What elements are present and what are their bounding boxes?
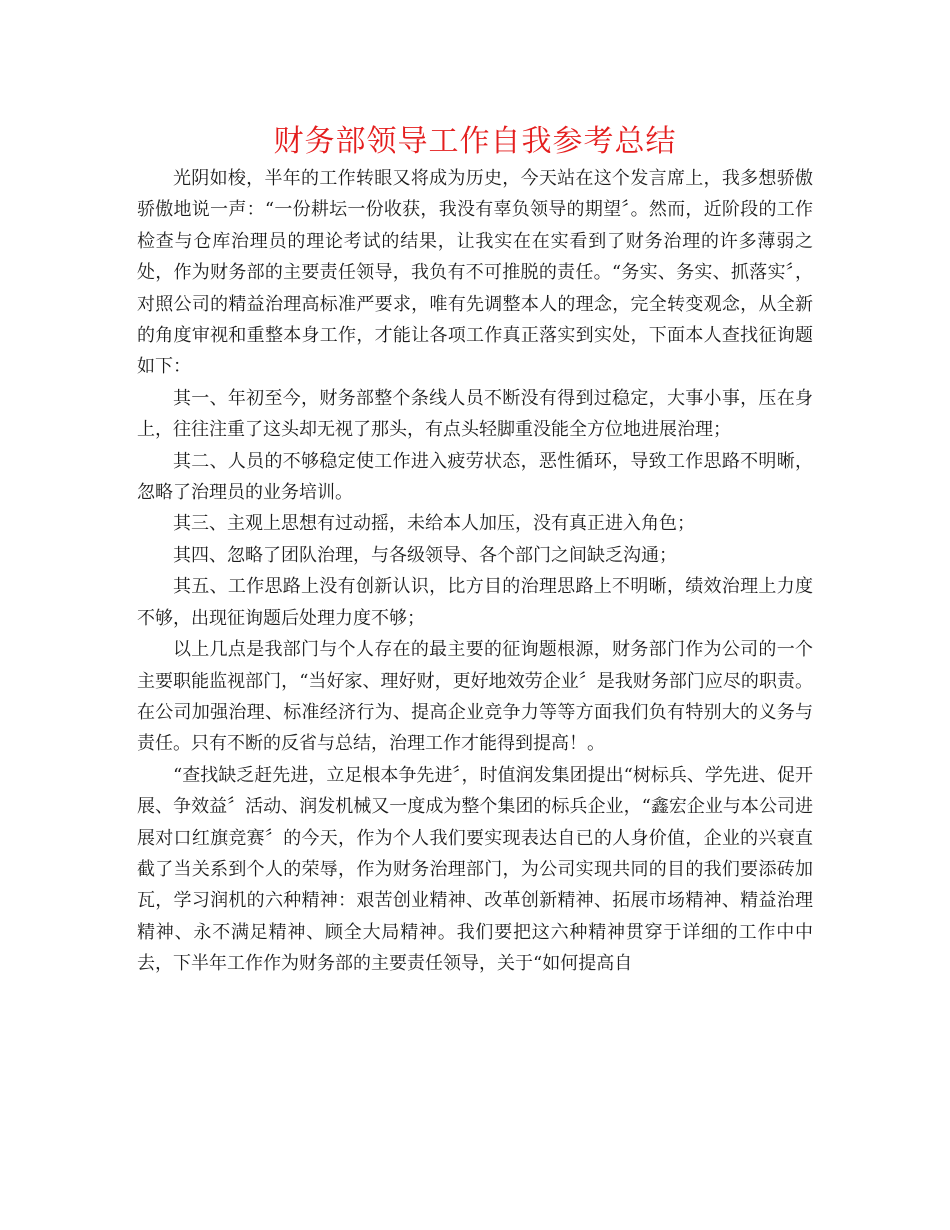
paragraph-outlook: “查找缺乏赶先进，立足根本争先进〞，时值润发集团提出“树标兵、学先进、促开展、争效益〞活动、润发机械又一度成为整个集团的标兵企业，“鑫宏企业与本公司进展对口红旗竞赛〞的今天，作为个人我们要实现表达自已的人身价值，企业的兴衰直截了当关系到个人的荣辱，作为财务治理部门，为公司实现共同的目的我们要添砖加瓦，学习润机的六种精神：艰苦创业精神、改革创新精神、拓展市场精神、精益治理精神、永不满足精神、顾全大局精神。我们要把这六种精神贯穿于详细的工作中中去，下半年工作作为财务部的主要责任领导，关于“如何提高自 <box>137 764 813 975</box>
paragraph-issue-1: 其一、年初至今，财务部整个条线人员不断没有得到过稳定，大事小事，压在身上，往往注重了这头却无视了那头，有点头轻脚重没能全方位地进展治理； <box>137 387 813 441</box>
paragraph-summary: 以上几点是我部门与个人存在的最主要的征询题根源，财务部门作为公司的一个主要职能监视部门，“当好家、理好财，更好地效劳企业〞是我财务部门应尽的职责。在公司加强治理、标准经济行为、提高企业竞争力等等方面我们负有特别大的义务与责任。只有不断的反省与总结，治理工作才能得到提高！。 <box>137 639 813 755</box>
document-title: 财务部领导工作自我参考总结 <box>273 124 677 159</box>
paragraph-intro: 光阴如梭，半年的工作转眼又将成为历史，今天站在这个发言席上，我多想骄傲骄傲地说一声：“一份耕坛一份收获，我没有辜负领导的期望〞。然而，近阶段的工作检查与仓库治理员的理论考试的结果，让我实在在实看到了财务治理的许多薄弱之处，作为财务部的主要责任领导，我负有不可推脱的责任。“务实、务实、抓落实〞，对照公司的精益治理高标准严要求，唯有先调整本人的理念，完全转变观念，从全新的角度审视和重整本身工作，才能让各项工作真正落实到实处，下面本人查找征询题如下： <box>137 168 813 378</box>
paragraph-issue-4: 其四、忽略了团队治理，与各级领导、各个部门之间缺乏沟通； <box>173 544 677 566</box>
document-body <box>137 163 813 980</box>
paragraph-issue-2: 其二、人员的不够稳定使工作进入疲劳状态，恶性循环，导致工作思路不明晰，忽略了治理员的业务培训。 <box>137 450 813 504</box>
paragraph-issue-5: 其五、工作思路上没有创新认识，比方目的治理思路上不明晰，绩效治理上力度不够，出现征询题后处理力度不够； <box>137 576 813 629</box>
paragraph-issue-3: 其三、主观上思想有过动摇，未给本人加压，没有真正进入角色； <box>173 513 695 535</box>
